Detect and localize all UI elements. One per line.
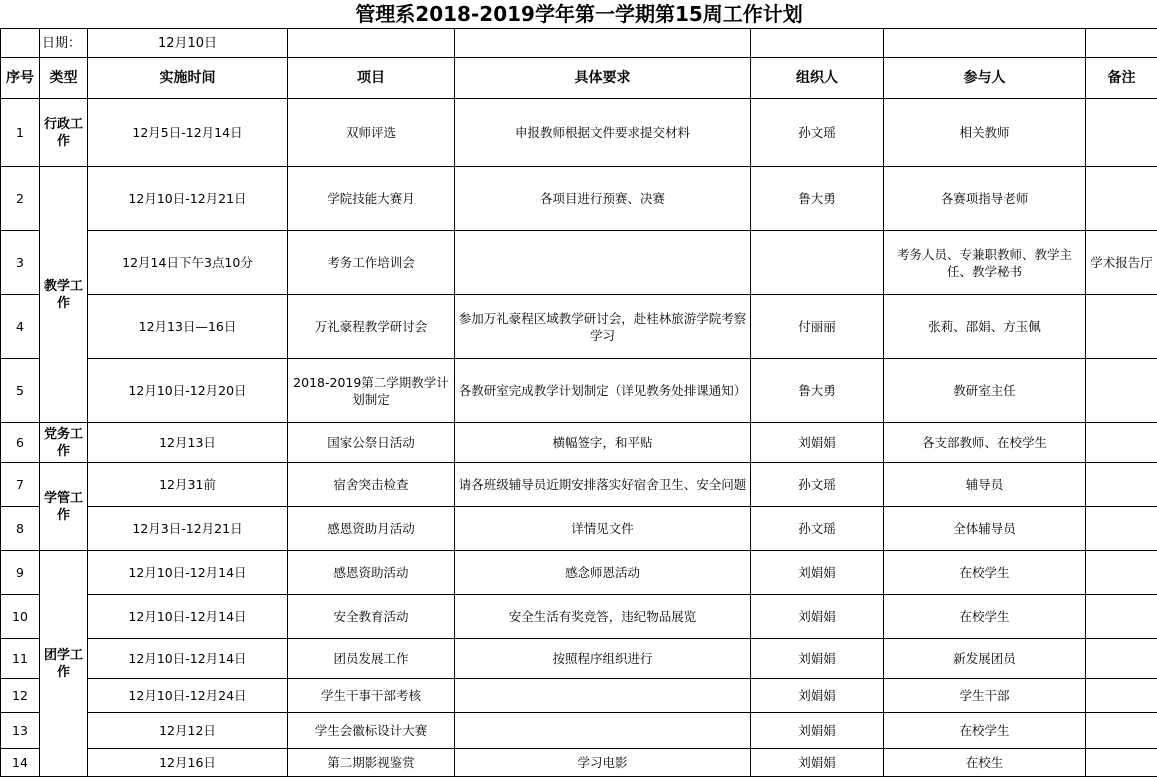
- organizer-cell: 付丽丽: [751, 295, 884, 359]
- project-cell: 万礼豪程教学研讨会: [288, 295, 455, 359]
- note-cell: [1086, 679, 1157, 713]
- header-cell: 备注: [1086, 58, 1157, 99]
- category-cell: 党务工作: [40, 423, 88, 463]
- table-row: [1, 749, 1157, 777]
- organizer-cell: 孙文瑶: [751, 463, 884, 507]
- requirement-cell: 请各班级辅导员近期安排落实好宿舍卫生、安全问题: [455, 463, 751, 507]
- participants-cell: 各赛项指导老师: [884, 167, 1086, 231]
- note-cell: [1086, 713, 1157, 749]
- organizer-cell: 刘娟娟: [751, 551, 884, 595]
- time-cell: 12月10日-12月14日: [88, 639, 288, 679]
- participants-cell: 张莉、邵娟、方玉佩: [884, 295, 1086, 359]
- project-cell: 双师评选: [288, 99, 455, 167]
- row-number: 3: [1, 231, 40, 295]
- requirement-cell: 学习电影: [455, 749, 751, 777]
- time-cell: 12月13日: [88, 423, 288, 463]
- organizer-cell: 刘娟娟: [751, 423, 884, 463]
- project-cell: 感恩资助月活动: [288, 507, 455, 551]
- project-cell: 第二期影视鉴赏: [288, 749, 455, 777]
- table-row: [1, 359, 1157, 423]
- project-cell: 宿舍突击检查: [288, 463, 455, 507]
- note-cell: [1086, 359, 1157, 423]
- note-cell: [1086, 749, 1157, 777]
- project-cell: 考务工作培训会: [288, 231, 455, 295]
- time-cell: 12月10日-12月14日: [88, 595, 288, 639]
- header-cell: 具体要求: [455, 58, 751, 99]
- project-cell: 2018-2019第二学期教学计划制定: [288, 359, 455, 423]
- time-cell: 12月5日-12月14日: [88, 99, 288, 167]
- category-cell: 团学工作: [40, 551, 88, 777]
- note-cell: [1086, 295, 1157, 359]
- header-cell: 类型: [40, 58, 88, 99]
- participants-cell: 教研室主任: [884, 359, 1086, 423]
- category-cell: 教学工作: [40, 167, 88, 423]
- note-cell: [1086, 463, 1157, 507]
- table-row: [1, 507, 1157, 551]
- time-cell: 12月16日: [88, 749, 288, 777]
- table-row: [1, 679, 1157, 713]
- time-cell: 12月10日-12月20日: [88, 359, 288, 423]
- time-cell: 12月31前: [88, 463, 288, 507]
- requirement-cell: 参加万礼豪程区域教学研讨会，赴桂林旅游学院考察学习: [455, 295, 751, 359]
- requirement-cell: 各项目进行预赛、决赛: [455, 167, 751, 231]
- row-number: 4: [1, 295, 40, 359]
- time-cell: 12月10日-12月14日: [88, 551, 288, 595]
- table-row: [1, 463, 1157, 507]
- note-cell: [1086, 507, 1157, 551]
- note-cell: [1086, 99, 1157, 167]
- row-number: 2: [1, 167, 40, 231]
- project-cell: 学院技能大赛月: [288, 167, 455, 231]
- note-cell: 学术报告厅: [1086, 231, 1157, 295]
- participants-cell: 新发展团员: [884, 639, 1086, 679]
- header-cell: 序号: [1, 58, 40, 99]
- project-cell: 安全教育活动: [288, 595, 455, 639]
- requirement-cell: 申报教师根据文件要求提交材料: [455, 99, 751, 167]
- project-cell: 感恩资助活动: [288, 551, 455, 595]
- table-header: [1, 58, 1157, 99]
- organizer-cell: [751, 231, 884, 295]
- note-cell: [1086, 423, 1157, 463]
- requirement-cell: 安全生活有奖竞答，违纪物品展览: [455, 595, 751, 639]
- note-cell: [1086, 167, 1157, 231]
- time-cell: 12月13日—16日: [88, 295, 288, 359]
- participants-cell: 学生干部: [884, 679, 1086, 713]
- table-row: [1, 595, 1157, 639]
- participants-cell: 相关教师: [884, 99, 1086, 167]
- note-cell: [1086, 639, 1157, 679]
- table-row: [1, 713, 1157, 749]
- organizer-cell: 刘娟娟: [751, 679, 884, 713]
- participants-cell: 辅导员: [884, 463, 1086, 507]
- requirement-cell: 横幅签字，和平贴: [455, 423, 751, 463]
- row-number: 9: [1, 551, 40, 595]
- row-number: 5: [1, 359, 40, 423]
- requirement-cell: [455, 231, 751, 295]
- row-number: 11: [1, 639, 40, 679]
- participants-cell: 在校生: [884, 749, 1086, 777]
- table-row: [1, 99, 1157, 167]
- project-cell: 学生会徽标设计大赛: [288, 713, 455, 749]
- requirement-cell: 感念师恩活动: [455, 551, 751, 595]
- table-row: [1, 551, 1157, 595]
- header-cell: 项目: [288, 58, 455, 99]
- time-cell: 12月10日-12月24日: [88, 679, 288, 713]
- header-cell: 实施时间: [88, 58, 288, 99]
- participants-cell: 各支部教师、在校学生: [884, 423, 1086, 463]
- time-cell: 12月10日-12月21日: [88, 167, 288, 231]
- time-cell: 12月3日-12月21日: [88, 507, 288, 551]
- row-number: 14: [1, 749, 40, 777]
- table-row: [1, 295, 1157, 359]
- table-row: [1, 423, 1157, 463]
- organizer-cell: 刘娟娟: [751, 595, 884, 639]
- participants-cell: 在校学生: [884, 551, 1086, 595]
- page-title: 管理系2018-2019学年第一学期第15周工作计划: [1, 0, 1157, 29]
- row-number: 10: [1, 595, 40, 639]
- header-cell: 组织人: [751, 58, 884, 99]
- organizer-cell: 刘娟娟: [751, 713, 884, 749]
- date-value: 12月10日: [88, 29, 288, 58]
- row-number: 7: [1, 463, 40, 507]
- note-cell: [1086, 551, 1157, 595]
- requirement-cell: 各教研室完成教学计划制定（详见教务处排课通知）: [455, 359, 751, 423]
- participants-cell: 在校学生: [884, 713, 1086, 749]
- requirement-cell: 详情见文件: [455, 507, 751, 551]
- time-cell: 12月14日下午3点10分: [88, 231, 288, 295]
- time-cell: 12月12日: [88, 713, 288, 749]
- organizer-cell: 刘娟娟: [751, 639, 884, 679]
- organizer-cell: 刘娟娟: [751, 749, 884, 777]
- row-number: 1: [1, 99, 40, 167]
- project-cell: 国家公祭日活动: [288, 423, 455, 463]
- organizer-cell: 孙文瑶: [751, 507, 884, 551]
- requirement-cell: 按照程序组织进行: [455, 639, 751, 679]
- row-number: 8: [1, 507, 40, 551]
- date-label: 日期：: [40, 29, 88, 58]
- requirement-cell: [455, 679, 751, 713]
- participants-cell: 考务人员、专兼职教师、教学主任、教学秘书: [884, 231, 1086, 295]
- table-row: [1, 231, 1157, 295]
- row-number: 13: [1, 713, 40, 749]
- participants-cell: 在校学生: [884, 595, 1086, 639]
- organizer-cell: 孙文瑶: [751, 99, 884, 167]
- table-row: [1, 167, 1157, 231]
- requirement-cell: [455, 713, 751, 749]
- participants-cell: 全体辅导员: [884, 507, 1086, 551]
- row-number: 12: [1, 679, 40, 713]
- organizer-cell: 鲁大勇: [751, 167, 884, 231]
- header-cell: 参与人: [884, 58, 1086, 99]
- category-cell: 行政工作: [40, 99, 88, 167]
- organizer-cell: 鲁大勇: [751, 359, 884, 423]
- table-row: [1, 639, 1157, 679]
- project-cell: 团员发展工作: [288, 639, 455, 679]
- note-cell: [1086, 595, 1157, 639]
- category-cell: 学管工作: [40, 463, 88, 551]
- project-cell: 学生干事干部考核: [288, 679, 455, 713]
- row-number: 6: [1, 423, 40, 463]
